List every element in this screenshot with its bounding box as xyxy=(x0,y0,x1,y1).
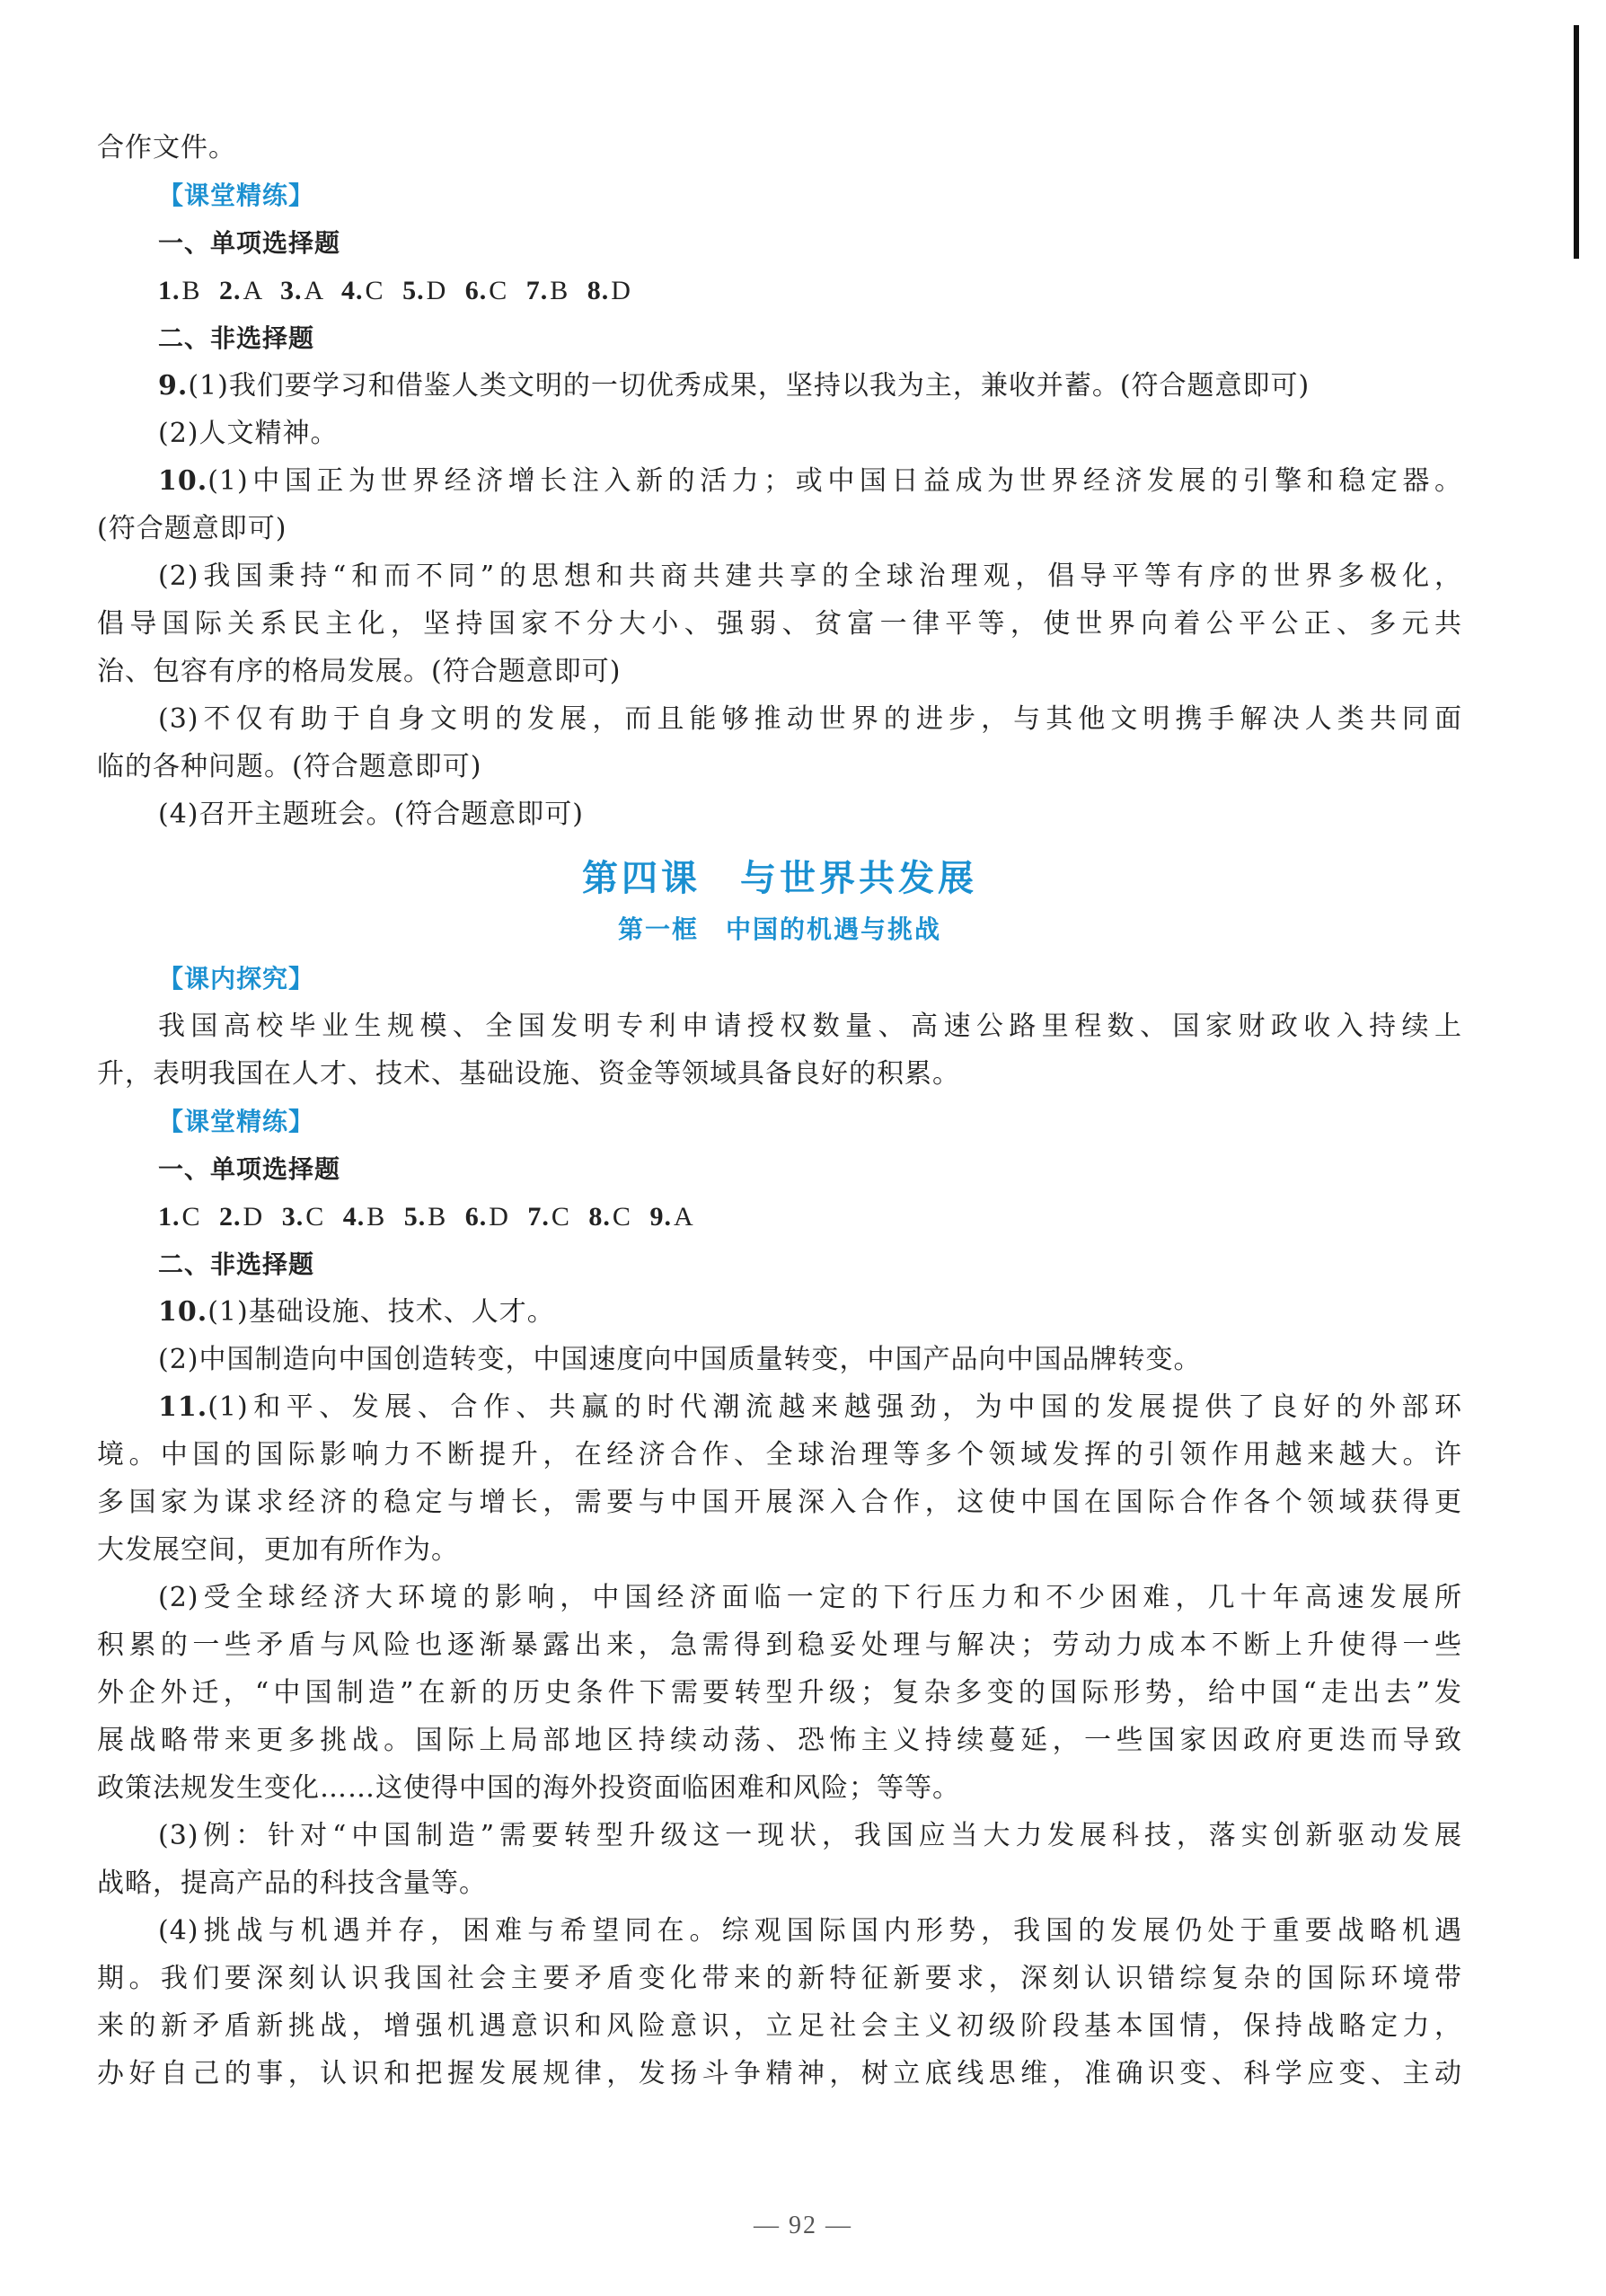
answer-paragraph-line: 境。中国的国际影响力不断提升，在经济合作、全球治理等多个领域发挥的引领作用越来越大。许 xyxy=(97,1439,1462,1470)
answer-paragraph-line: 治、包容有序的格局发展。(符合题意即可) xyxy=(97,656,622,687)
answer-paragraph-line: (2)受全球经济大环境的影响，中国经济面临一定的下行压力和不少困难，几十年高速发展所 xyxy=(158,1582,1462,1613)
answer-paragraph-line: (2)中国制造向中国创造转变，中国速度向中国质量转变，中国产品向中国品牌转变。 xyxy=(158,1344,1202,1375)
answer-paragraph-line: 我国高校毕业生规模、全国发明专利申请授权数量、高速公路里程数、国家财政收入持续上 xyxy=(158,1011,1462,1042)
question-number: 11. xyxy=(158,1391,208,1423)
question-number: 10. xyxy=(158,465,208,497)
answer-paragraph-line: 大发展空间，更加有所作为。 xyxy=(97,1534,459,1566)
answer-item: 1.B xyxy=(158,276,201,305)
answer-item: 4.C xyxy=(341,276,384,305)
answer-paragraph-line: (2)人文精神。 xyxy=(158,418,339,449)
practice-tag: 【课堂精练】 xyxy=(158,1107,315,1136)
answer-paragraph-line: (4)召开主题班会。(符合题意即可) xyxy=(158,799,584,830)
continuation-line: 合作文件。 xyxy=(97,132,236,163)
answer-paragraph-line: 11.(1)和平、发展、合作、共赢的时代潮流越来越强劲，为中国的发展提供了良好的外部环 xyxy=(158,1391,1462,1423)
answer-paragraph-line: 战略，提高产品的科技含量等。 xyxy=(97,1868,487,1899)
page-number: — 92 — xyxy=(754,2212,852,2239)
answer-item: 9.A xyxy=(649,1202,694,1232)
answer-paragraph-line: 倡导国际关系民主化，坚持国家不分大小、强弱、贫富一律平等，使世界向着公平公正、多元共 xyxy=(97,608,1462,640)
answer-paragraph-line: 升，表明我国在人才、技术、基础设施、资金等领域具备良好的积累。 xyxy=(97,1058,960,1090)
choice-answers xyxy=(97,1193,1462,1241)
answer-paragraph-line: 积累的一些矛盾与风险也逐渐暴露出来，急需得到稳妥处理与解决；劳动力成本不断上升使得一些 xyxy=(97,1629,1462,1661)
answer-paragraph-line: 政策法规发生变化……这使得中国的海外投资面临困难和风险；等等。 xyxy=(97,1772,960,1804)
answer-paragraph-line: 外企外迁，“中国制造”在新的历史条件下需要转型升级；复杂多变的国际形势，给中国“走出去”发 xyxy=(97,1677,1462,1709)
answer-paragraph-line: 来的新矛盾新挑战，增强机遇意识和风险意识，立足社会主义初级阶段基本国情，保持战略定力， xyxy=(97,2010,1462,2042)
answer-item: 2.A xyxy=(219,276,262,305)
answer-item: 4.B xyxy=(342,1202,386,1232)
answer-paragraph-line: (2)我国秉持“和而不同”的思想和共商共建共享的全球治理观，倡导平等有序的世界多极化， xyxy=(158,561,1462,592)
question-number: 10. xyxy=(158,1296,208,1328)
answer-item: 6.C xyxy=(464,276,508,305)
answer-item: 5.B xyxy=(403,1202,447,1232)
answer-page xyxy=(97,124,1462,2097)
answer-paragraph-line: 临的各种问题。(符合题意即可) xyxy=(97,751,482,782)
explore-tag: 【课内探究】 xyxy=(158,964,315,993)
answer-paragraph-line: (符合题意即可) xyxy=(97,513,287,544)
answer-item: 8.C xyxy=(588,1202,631,1232)
answer-item: 3.A xyxy=(280,276,323,305)
answer-item: 3.C xyxy=(281,1202,325,1232)
nonchoice-heading: 二、非选择题 xyxy=(158,323,315,353)
answer-paragraph-line: 10.(1)中国正为世界经济增长注入新的活力；或中国日益成为世界经济发展的引擎和稳定器。 xyxy=(158,465,1462,497)
answer-paragraph-line: (3)例：针对“中国制造”需要转型升级这一现状，我国应当大力发展科技，落实创新驱动发展 xyxy=(158,1820,1462,1851)
answer-item: 6.D xyxy=(464,1202,509,1232)
answer-paragraph-line: (4)挑战与机遇并存，困难与希望同在。综观国际国内形势，我国的发展仍处于重要战略机遇 xyxy=(158,1915,1462,1947)
answer-paragraph-line: 9.(1)我们要学习和借鉴人类文明的一切优秀成果，坚持以我为主，兼收并蓄。(符合题意即可) xyxy=(158,370,1310,402)
answer-item: 7.B xyxy=(525,276,569,305)
answer-item: 8.D xyxy=(587,276,631,305)
answer-item: 7.C xyxy=(527,1202,570,1232)
answer-paragraph-line: 10.(1)基础设施、技术、人才。 xyxy=(158,1296,555,1328)
scan-edge-bar xyxy=(1574,25,1579,259)
answer-item: 5.D xyxy=(402,276,447,305)
answer-paragraph-line: 多国家为谋求经济的稳定与增长，需要与中国开展深入合作，这使中国在国际合作各个领域获得更 xyxy=(97,1487,1462,1518)
question-number: 9. xyxy=(158,370,189,402)
frame-title: 第一框 中国的机遇与挑战 xyxy=(617,914,941,944)
answer-item: 2.D xyxy=(219,1202,264,1232)
choice-answers xyxy=(97,267,1462,314)
answer-paragraph-line: 办好自己的事，认识和把握发展规律，发扬斗争精神，树立底线思维，准确识变、科学应变、主动 xyxy=(97,2058,1462,2089)
practice-tag: 【课堂精练】 xyxy=(158,181,315,210)
lesson-title: 第四课 与世界共发展 xyxy=(582,858,977,899)
choice-heading: 一、单项选择题 xyxy=(158,1154,341,1184)
answer-item: 1.C xyxy=(158,1202,201,1232)
nonchoice-heading: 二、非选择题 xyxy=(158,1250,315,1279)
choice-heading: 一、单项选择题 xyxy=(158,228,341,258)
answer-paragraph-line: (3)不仅有助于自身文明的发展，而且能够推动世界的进步，与其他文明携手解决人类共同面 xyxy=(158,703,1462,735)
answer-paragraph-line: 展战略带来更多挑战。国际上局部地区持续动荡、恐怖主义持续蔓延，一些国家因政府更迭而导致 xyxy=(97,1725,1462,1756)
answer-paragraph-line: 期。我们要深刻认识我国社会主要矛盾变化带来的新特征新要求，深刻认识错综复杂的国际环境带 xyxy=(97,1963,1462,1994)
